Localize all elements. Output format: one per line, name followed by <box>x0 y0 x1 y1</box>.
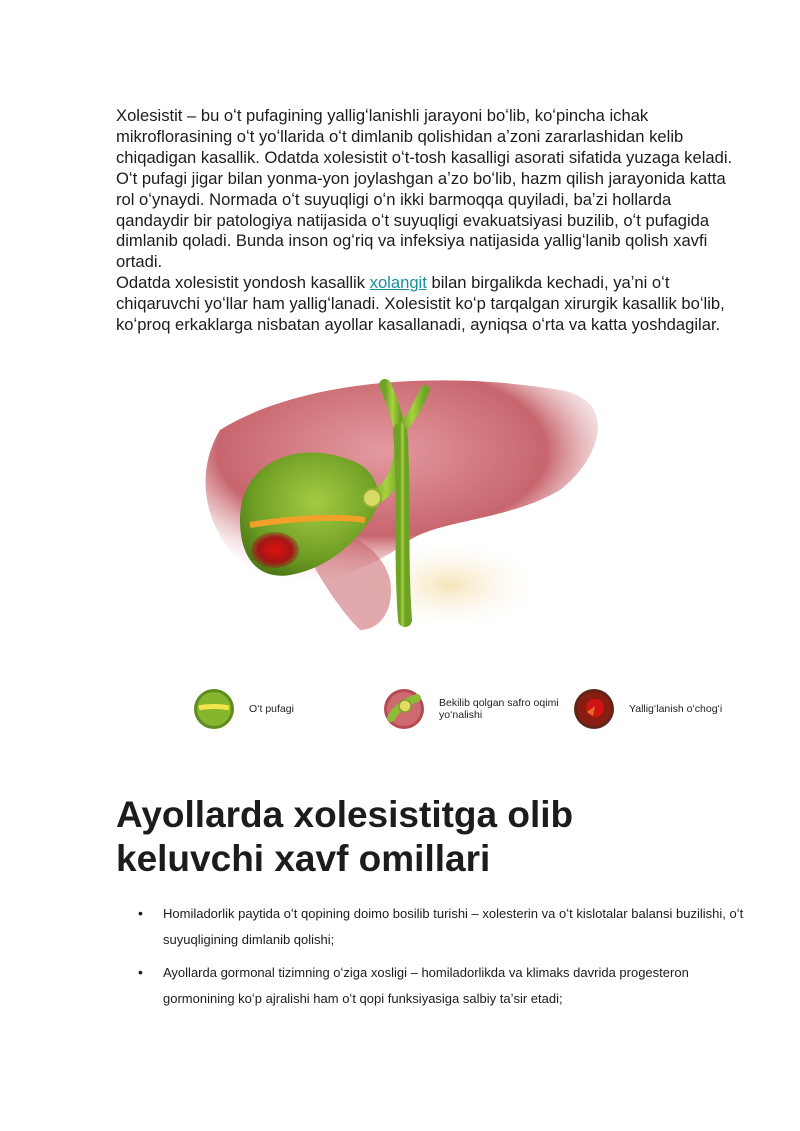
list-item-text: Ayollarda gormonal tizimning oʻziga xosligi – homiladorlikda va klimaks davrida progesteron gormonining koʻp ajralishi ham oʻt qopi funksiyasiga salbiy taʼsir etadi; <box>163 965 689 1006</box>
xolangit-link[interactable]: xolangit <box>369 273 427 293</box>
legend-label: Yalligʻlanish oʻchogʻi <box>629 703 723 715</box>
intro-paragraph: Xolesistit – bu oʻt pufagining yalligʻlanishli jarayoni boʻlib, koʻpincha ichak mikroflorasining oʻt yoʻllarida oʻt dimlanib qolishidan aʼzoni zararlashidan kelib chiqadigan kasallik. Odatda xolesistit oʻt-tosh kasalligi asorati sifatida yuzaga keladi. Oʻt pufagi jigar bilan yonma-yon joylashgan aʼzo boʻlib, hazm qilish jarayonida katta rol oʻynaydi. Normada oʻt suyuqligi oʻn ikki barmoqqa quyiladi, baʼzi hollarda qandaydir bir patologiya natijasida oʻt suyuqligi evakuatsiyasi buzilib, oʻt pufagida dimlanib qoladi. Bunda inson ogʻriq va infeksiya natijasida yalligʻlanib qolish xavfi ortadi. <box>116 106 733 272</box>
list-item <box>116 960 746 1011</box>
bullet-icon: • <box>138 964 143 980</box>
paragraph-text: bilan birgalikda kechadi, yaʼni oʻt chiqaruvchi yoʻllar ham yalligʻlanadi. Xolesistit koʻp tarqalgan xirurgik kasallik boʻlib, koʻproq erkaklarga nisbatan ayollar kasallanadi, ayniqsa oʻrta va katta yoshdagilar. <box>116 273 725 335</box>
section-heading: Ayollarda xolesistitga olib keluvchi xavf omillari <box>116 794 574 879</box>
second-paragraph <box>116 273 746 336</box>
gallbladder-illustration <box>180 370 740 740</box>
article-body <box>116 106 746 336</box>
list-item <box>116 901 746 952</box>
blocked-bile-flow-icon <box>383 688 425 730</box>
legend-label: Oʻt pufagi <box>249 703 294 715</box>
risk-factors-list <box>116 901 746 1019</box>
paragraph-text: Odatda xolesistit yondosh kasallik <box>116 273 370 293</box>
legend-gallbladder <box>193 688 294 730</box>
legend-blocked-bile-flow <box>383 688 579 730</box>
anatomy-drawing <box>180 370 740 650</box>
legend-label: Bekilib qolgan safro oqimi yoʻnalishi <box>439 697 559 721</box>
gallbladder-icon <box>193 688 235 730</box>
inflammation-focus-icon <box>573 688 615 730</box>
legend-inflammation-focus <box>573 688 722 730</box>
bullet-icon: • <box>138 905 143 921</box>
list-item-text: Homiladorlik paytida oʻt qopining doimo bosilib turishi – xolesterin va oʻt kislotalar balansi buzilishi, oʻt suyuqligining dimlanib qolishi; <box>163 906 744 947</box>
